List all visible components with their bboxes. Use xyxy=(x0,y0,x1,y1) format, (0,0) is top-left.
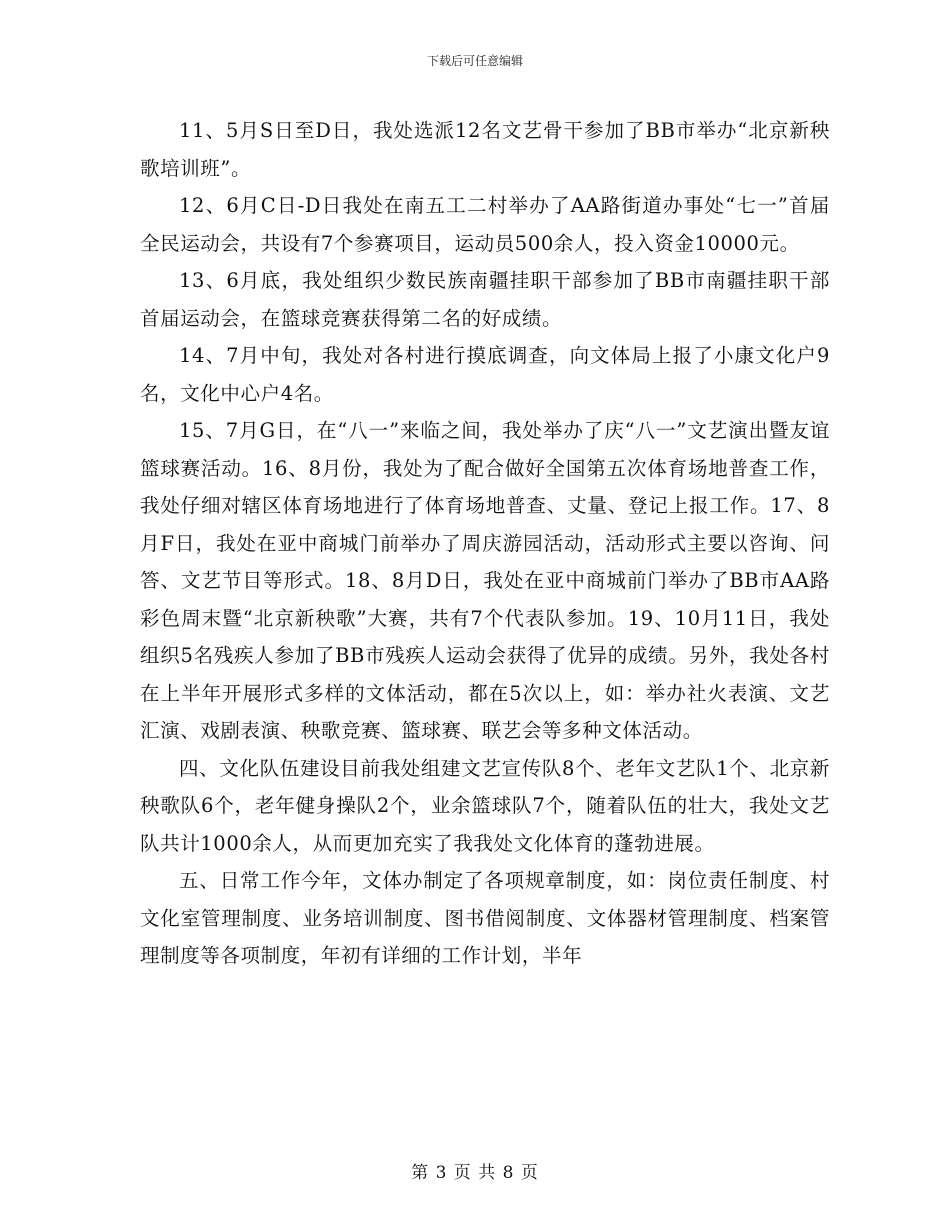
paragraph-section-five: 五、日常工作今年，文体办制定了各项规章制度，如：岗位责任制度、村文化室管理制度、业务培训制度、图书借阅制度、文体器材管理制度、档案管理制度等各项制度，年初有详细的工作计划，半年 xyxy=(140,869,830,967)
paragraph-item-14: 14、7月中旬，我处对各村进行摸底调查，向文体局上报了小康文化户9名，文化中心户4名。 xyxy=(140,344,830,405)
page-number: 第 3 页 共 8 页 xyxy=(411,1163,539,1183)
paragraph-items-15-19: 15、7月G日，在“八一”来临之间，我处举办了庆“八一”文艺演出暨友谊篮球赛活动。16、8月份，我处为了配合做好全国第五次体育场地普查工作，我处仔细对辖区体育场地进行了体育场地普查、丈量、登记上报工作。17、8月F日，我处在亚中商城门前举办了周庆游园活动，活动形式主要以咨询、问答、文艺节目等形式。18、8月D日，我处在亚中商城前门举办了BB市AA路彩色周末暨“北京新秧歌”大赛，共有7个代表队参加。19、10月11日，我处组织5名残疾人参加了BB市残疾人运动会获得了优异的成绩。另外，我处各村在上半年开展形式多样的文体活动，都在5次以上，如：举办社火表演、文艺汇演、戏剧表演、秧歌竞赛、篮球赛、联艺会等多种文体活动。 xyxy=(140,419,830,742)
page-header: 下载后可任意编辑 xyxy=(426,54,523,68)
paragraph-section-four: 四、文化队伍建设目前我处组建文艺宣传队8个、老年文艺队1个、北京新秧歌队6个，老年健身操队2个，业余篮球队7个，随着队伍的壮大，我处文艺队共计1000余人，从而更加充实了我我处文化体育的蓬勃进展。 xyxy=(140,756,830,855)
paragraph-item-11: 11、5月S日至D日，我处选派12名文艺骨干参加了BB市举办“北京新秧歌培训班”。 xyxy=(140,119,830,180)
document-body xyxy=(140,112,830,975)
paragraph-item-12: 12、6月C日-D日我处在南五工二村举办了AA路街道办事处“七一”首届全民运动会，共设有7个参赛项目，运动员500余人，投入资金10000元。 xyxy=(140,194,830,255)
paragraph-item-13: 13、6月底，我处组织少数民族南疆挂职干部参加了BB市南疆挂职干部首届运动会，在篮球竞赛获得第二名的好成绩。 xyxy=(140,269,830,330)
